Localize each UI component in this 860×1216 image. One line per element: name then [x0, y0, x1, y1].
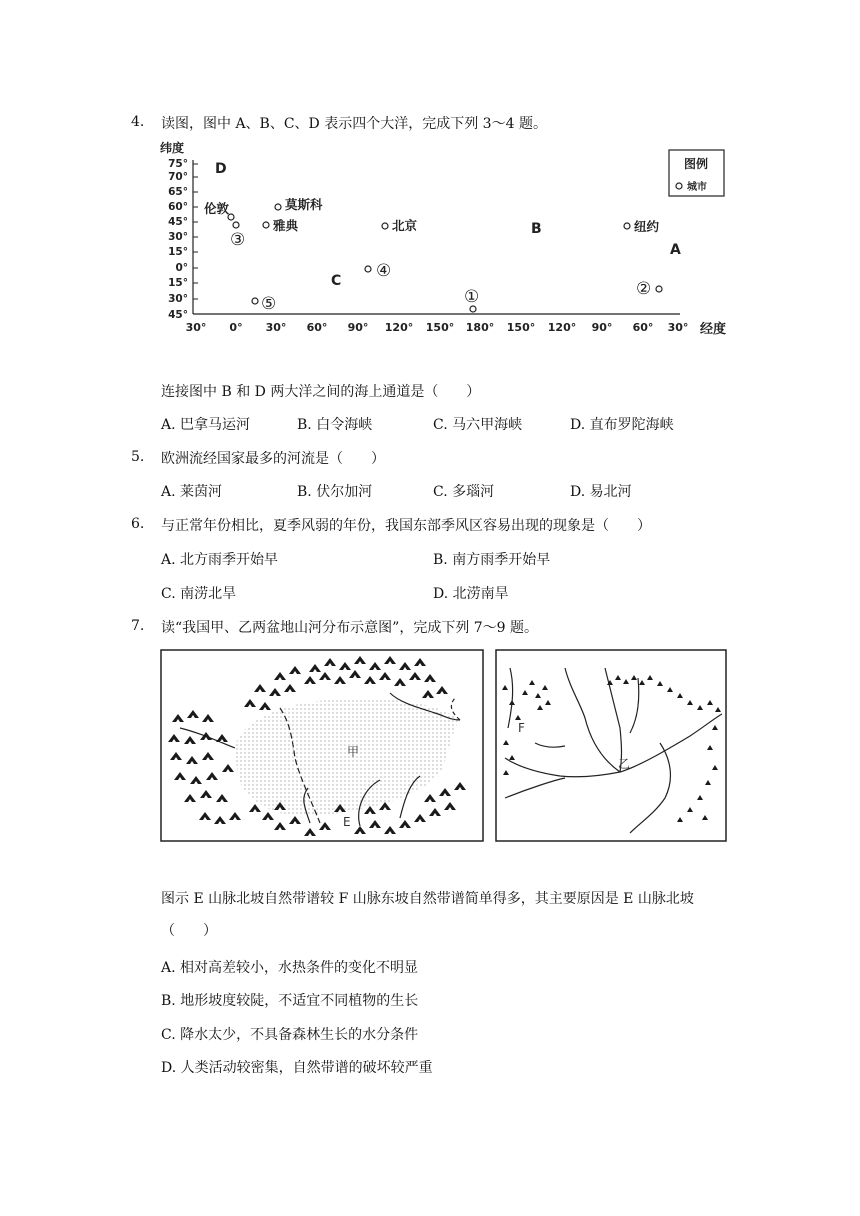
option-b[interactable]: B. 伏尔加河: [297, 484, 373, 500]
option-c[interactable]: C. 南涝北旱: [161, 586, 237, 602]
lat-tick: 70°: [168, 171, 188, 183]
lat-tick: 15°: [168, 246, 188, 258]
question-sub: 连接图中 B 和 D 两大洋之间的海上通道是（ ）: [161, 384, 481, 400]
lon-axis-label: 经度: [700, 322, 727, 337]
option-b[interactable]: B. 白令海峡: [297, 417, 373, 433]
marker-3: ③: [230, 230, 246, 250]
map-label-jia: 甲: [347, 745, 360, 759]
question-number: 6.: [131, 516, 145, 532]
option-a[interactable]: A. 巴拿马运河: [161, 417, 251, 433]
lon-tick: 120°: [547, 321, 577, 334]
lon-tick: 30°: [265, 321, 287, 334]
question-number: 5.: [131, 449, 145, 465]
option-a[interactable]: A. 北方雨季开始早: [161, 552, 279, 568]
question-sub-line1: 图示 E 山脉北坡自然带谱较 F 山脉东坡自然带谱简单得多，其主要原因是 E 山脉北坡: [161, 891, 694, 907]
city-moscow: 莫斯科: [285, 197, 323, 212]
ocean-label-a: A: [670, 242, 681, 258]
lon-tick: 60°: [306, 321, 328, 334]
city-newyork: 纽约: [634, 219, 660, 234]
lat-tick: 0°: [175, 262, 188, 274]
lon-tick: 120°: [384, 321, 414, 334]
map-label-yi: 乙: [618, 757, 631, 771]
ocean-label-d: D: [215, 161, 227, 177]
option-a[interactable]: A. 相对高差较小，水热条件的变化不明显: [161, 960, 419, 976]
option-b[interactable]: B. 南方雨季开始早: [433, 552, 551, 568]
ocean-coordinate-figure: [160, 138, 734, 343]
lat-tick: 60°: [168, 201, 188, 213]
marker-4: ④: [376, 261, 392, 281]
lat-tick: 65°: [168, 186, 188, 198]
lon-tick: 180°: [465, 321, 495, 334]
option-c[interactable]: C. 马六甲海峡: [433, 417, 523, 433]
lon-tick: 150°: [425, 321, 455, 334]
question-number: 4.: [131, 114, 145, 130]
marker-5: ⑤: [261, 294, 277, 314]
marker-2: ②: [636, 279, 652, 299]
lat-tick: 30°: [168, 293, 188, 305]
question-stem: 读“我国甲、乙两盆地山河分布示意图”，完成下列 7～9 题。: [161, 620, 539, 636]
lat-tick: 75°: [168, 158, 188, 170]
option-d[interactable]: D. 人类活动较密集，自然带谱的破坏较严重: [161, 1060, 433, 1076]
lon-tick: 0°: [229, 321, 243, 334]
lon-tick: 30°: [185, 321, 207, 334]
lat-tick: 45°: [168, 216, 188, 228]
option-a[interactable]: A. 莱茵河: [161, 484, 223, 500]
question-stem: 与正常年份相比，夏季风弱的年份，我国东部季风区容易出现的现象是（ ）: [161, 518, 651, 534]
option-d[interactable]: D. 北涝南旱: [433, 586, 509, 602]
question-stem: 读图，图中 A、B、C、D 表示四个大洋，完成下列 3～4 题。: [161, 116, 547, 132]
marker-1: ①: [464, 287, 480, 307]
lat-tick: 30°: [168, 231, 188, 243]
lon-tick: 90°: [347, 321, 369, 334]
option-d[interactable]: D. 直布罗陀海峡: [570, 417, 674, 433]
lat-tick: 15°: [168, 277, 188, 289]
map-label-e: E: [343, 815, 351, 829]
lon-tick: 60°: [632, 321, 654, 334]
ocean-label-c: C: [331, 273, 342, 289]
option-b[interactable]: B. 地形坡度较陡，不适宜不同植物的生长: [161, 993, 419, 1009]
city-london: 伦敦: [204, 201, 230, 216]
ocean-label-b: B: [531, 221, 542, 237]
option-c[interactable]: C. 降水太少，不具备森林生长的水分条件: [161, 1027, 419, 1043]
option-d[interactable]: D. 易北河: [570, 484, 632, 500]
question-sub-line2: （ ）: [161, 923, 217, 939]
legend-title: 图例: [684, 157, 709, 171]
question-number: 7.: [131, 618, 145, 634]
lon-tick: 30°: [667, 321, 689, 334]
city-athens: 雅典: [273, 218, 299, 233]
option-c[interactable]: C. 多瑙河: [433, 484, 495, 500]
basin-maps-figure: [160, 648, 728, 844]
city-beijing: 北京: [392, 218, 418, 233]
lon-tick: 150°: [506, 321, 536, 334]
legend-city-label: 城市: [687, 182, 707, 193]
lat-axis-label: 纬度: [160, 141, 185, 155]
map-label-f: F: [518, 721, 525, 735]
lon-tick: 90°: [591, 321, 613, 334]
lat-tick: 45°: [168, 309, 188, 321]
question-stem: 欧洲流经国家最多的河流是（ ）: [161, 451, 385, 467]
